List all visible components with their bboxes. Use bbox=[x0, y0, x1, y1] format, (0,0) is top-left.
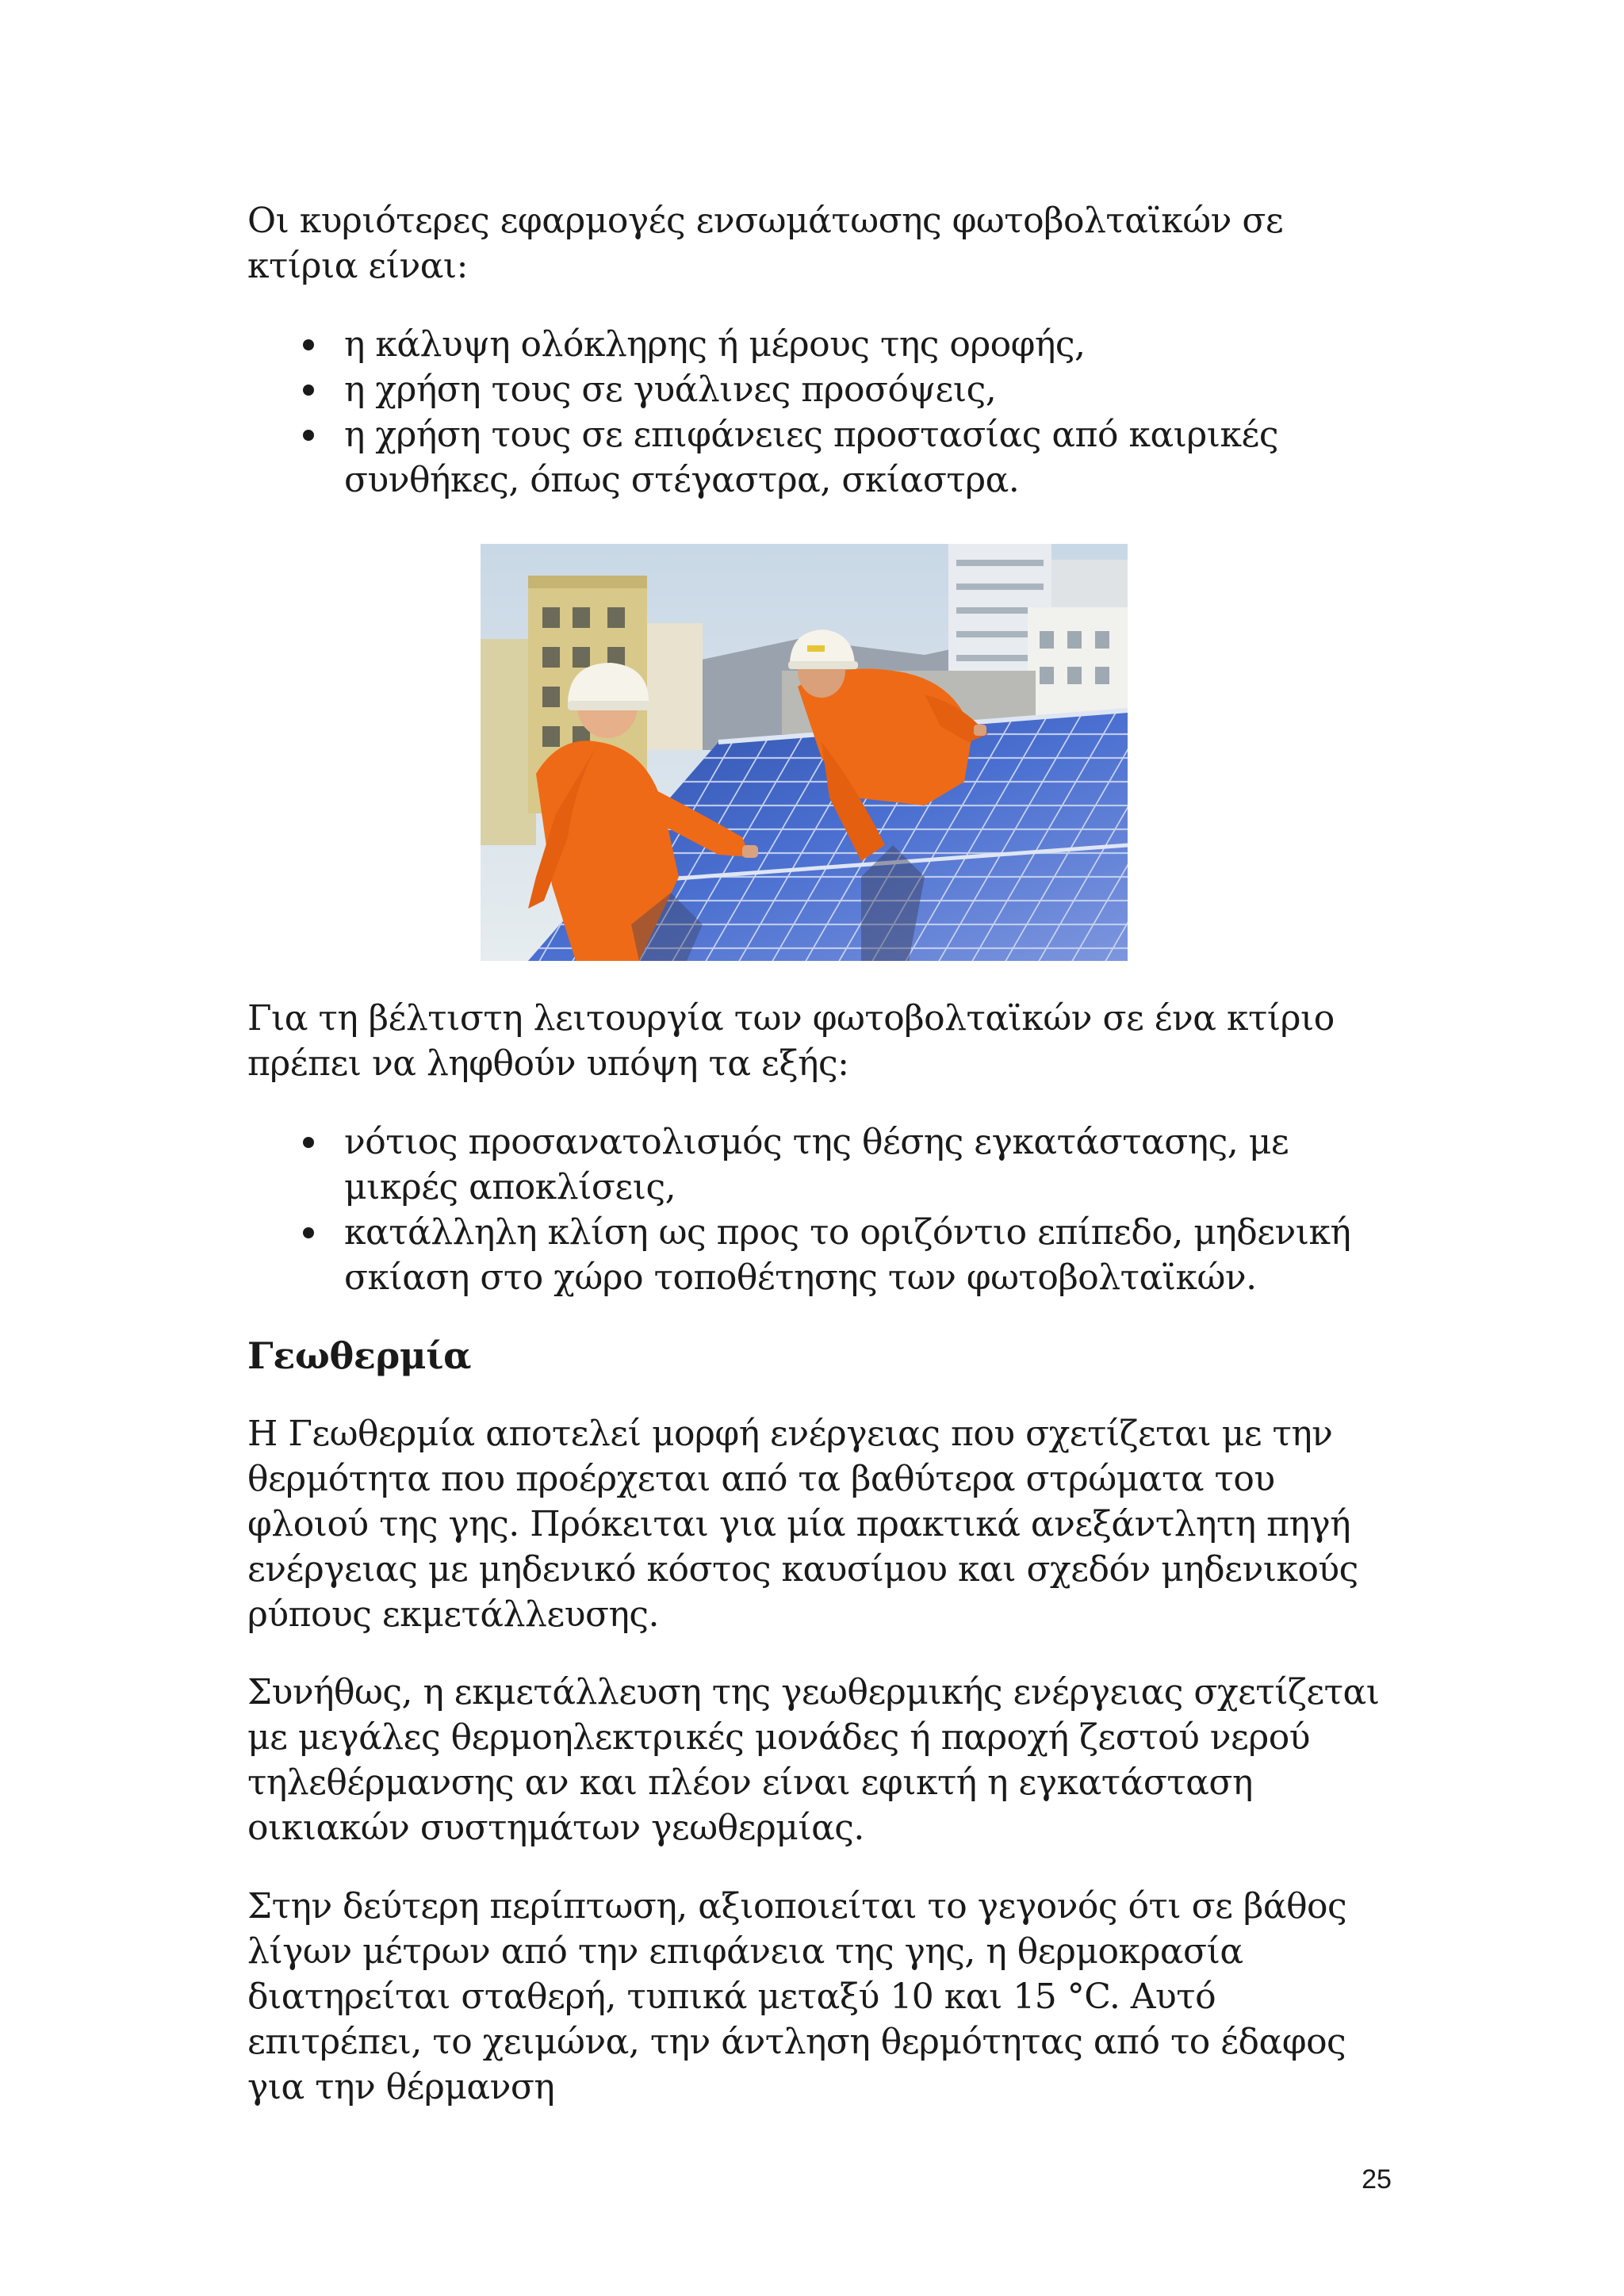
list-item bbox=[298, 322, 1377, 367]
list-item bbox=[298, 1119, 1377, 1210]
requirements-list bbox=[298, 1119, 1377, 1300]
list-item-text: η χρήση τους σε επιφάνειες προστασίας από καιρικές συνθήκες, όπως στέγαστρα, σκίαστρα. bbox=[344, 415, 1278, 500]
list-item-text: η κάλυψη ολόκληρης ή μέρους της οροφής, bbox=[344, 324, 1086, 365]
bullet-icon bbox=[303, 430, 314, 441]
page-number: 25 bbox=[1362, 2164, 1392, 2195]
geothermal-paragraph-3: Στην δεύτερη περίπτωση, αξιοποιείται το γεγονός ότι σε βάθος λίγων μέτρων από την επιφάνεια της γης, η θερμοκρασία διατηρείται σταθερή, τυπικά μεταξύ 10 και 15 °C. Αυτό επιτρέπει, το χειμώνα, την άντληση θερμότητας από το έδαφος για την θέρμανση bbox=[247, 1886, 1347, 2107]
list-item bbox=[298, 412, 1377, 503]
bullet-icon bbox=[303, 385, 314, 396]
bullet-icon bbox=[303, 1137, 314, 1148]
solar-panel-installation-photo bbox=[481, 544, 1128, 961]
list-item bbox=[298, 367, 1377, 412]
list-item-text: η χρήση τους σε γυάλινες προσόψεις, bbox=[344, 369, 997, 410]
list-item-text: νότιος προσανατολισμός της θέσης εγκατάστασης, με μικρές αποκλίσεις, bbox=[344, 1122, 1289, 1207]
bullet-icon bbox=[303, 339, 314, 350]
intro-paragraph: Οι κυριότερες εφαρμογές ενσωμάτωσης φωτοβολταϊκών σε κτίρια είναι: bbox=[247, 201, 1284, 286]
list-item bbox=[298, 1210, 1377, 1300]
geothermal-paragraph-2: Συνήθως, η εκμετάλλευση της γεωθερμικής ενέργειας σχετίζεται με μεγάλες θερμοηλεκτρικές μονάδες ή παροχή ζεστού νερού τηλεθέρμανσης αν και πλέον είναι εφικτή η εγκατάσταση οικιακών συστημάτων γεωθερμίας. bbox=[247, 1672, 1380, 1848]
section-heading-geothermal: Γεωθερμία bbox=[247, 1334, 472, 1377]
optimal-operation-paragraph: Για τη βέλτιστη λειτουργία των φωτοβολταϊκών σε ένα κτίριο πρέπει να ληφθούν υπόψη τα εξής: bbox=[247, 998, 1335, 1084]
bullet-icon bbox=[303, 1227, 314, 1238]
list-item-text: κατάλληλη κλίση ως προς το οριζόντιο επίπεδο, μηδενική σκίαση στο χώρο τοποθέτησης των φωτοβολταϊκών. bbox=[344, 1212, 1351, 1298]
applications-list bbox=[298, 322, 1377, 503]
geothermal-paragraph-1: Η Γεωθερμία αποτελεί μορφή ενέργειας που σχετίζεται με την θερμότητα που προέρχεται από τα βαθύτερα στρώματα του φλοιού της γης. Πρόκειται για μία πρακτικά ανεξάντλητη πηγή ενέργειας με μηδενικό κόστος καυσίμου και σχεδόν μηδενικούς ρύπους εκμετάλλευσης. bbox=[247, 1414, 1358, 1635]
